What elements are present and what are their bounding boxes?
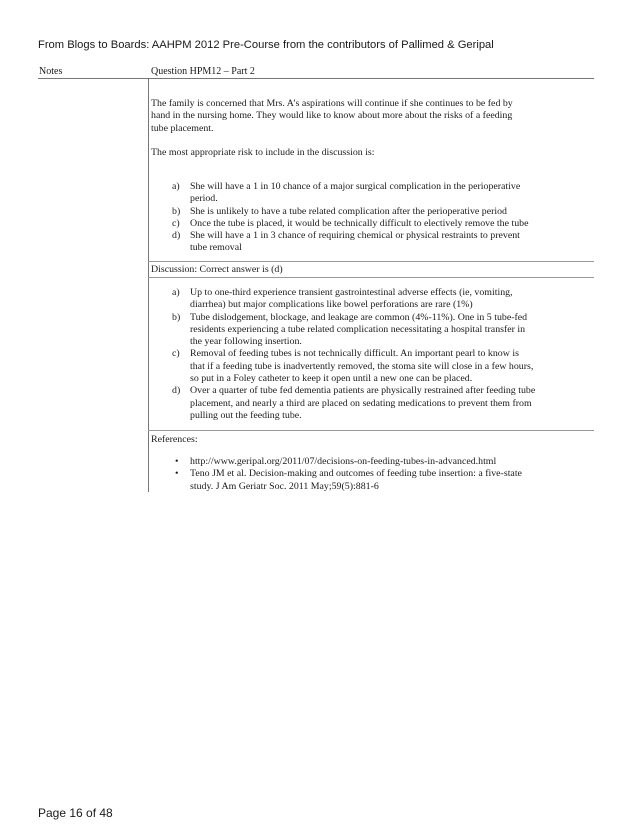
answer-option — [151, 181, 551, 206]
reference-line: Teno JM et al. Decision-making and outcomes of feeding tube insertion: a five-state — [190, 468, 522, 480]
references-list — [151, 456, 551, 493]
section-divider — [148, 261, 594, 262]
section-divider — [148, 430, 594, 431]
option-line: tube removal — [190, 242, 242, 254]
item-marker: a) — [172, 287, 180, 298]
item-line: that if a feeding tube is inadvertently removed, the stoma site will close in a few hours, — [190, 360, 534, 372]
question-stem — [151, 98, 561, 135]
item-line: Tube dislodgement, blockage, and leakage are common (4%-11%). One in 5 tube-fed — [190, 311, 528, 323]
page-number: Page 16 of 48 — [38, 806, 113, 820]
stem-line: The family is concerned that Mrs. A’s aspirations will continue if she continues to be fed by — [151, 98, 513, 109]
page-header: From Blogs to Boards: AAHPM 2012 Pre-Course from the contributors of Pallimed & Geripal — [38, 39, 494, 51]
option-line: Once the tube is placed, it would be technically difficult to electively remove the tube — [190, 217, 529, 229]
item-line: Removal of feeding tubes is not technically difficult. An important pearl to know is — [190, 348, 519, 360]
reference-item — [151, 468, 551, 493]
reference-link[interactable]: http://www.geripal.org/2011/07/decisions-on-feeding-tubes-in-advanced.html — [190, 456, 497, 467]
question-prompt: The most appropriate risk to include in the discussion is: — [151, 147, 375, 158]
item-line: pulling out the feeding tube. — [190, 409, 302, 421]
discussion-item — [151, 385, 551, 422]
reference-line: study. J Am Geriatr Soc. 2011 May;59(5):881-6 — [190, 480, 379, 492]
notes-column-label: Notes — [39, 66, 63, 77]
bullet: • — [175, 456, 179, 467]
option-marker: a) — [172, 181, 180, 192]
item-marker: c) — [172, 348, 180, 360]
option-line: She will have a 1 in 10 chance of a major surgical complication in the perioperative — [190, 181, 521, 192]
bullet: • — [175, 468, 179, 480]
reference-item — [151, 456, 551, 468]
stem-line: tube placement. — [151, 122, 214, 134]
option-line: period. — [190, 193, 218, 205]
item-line: so put in a Foley catheter to keep it open until a new one can be placed. — [190, 373, 473, 385]
question-label: Question HPM12 – Part 2 — [151, 66, 255, 77]
item-marker: d) — [172, 385, 181, 397]
discussion-item — [151, 312, 551, 349]
option-marker: b) — [172, 205, 181, 217]
option-marker: c) — [172, 217, 180, 229]
item-line: the year following insertion. — [190, 336, 302, 348]
answer-options — [151, 181, 551, 255]
item-marker: b) — [172, 311, 181, 323]
item-line: Up to one-third experience transient gastrointestinal adverse effects (ie, vomiting, — [190, 287, 513, 298]
discussion-list — [151, 287, 551, 422]
item-line: placement, and nearly a third are placed on sedating medications to prevent them from — [190, 397, 532, 409]
discussion-item — [151, 287, 551, 312]
answer-option — [151, 206, 551, 218]
item-line: Over a quarter of tube fed dementia patients are physically restrained after feeding tube — [190, 385, 536, 397]
option-line: She will have a 1 in 3 chance of requiring chemical or physical restraints to prevent — [190, 230, 520, 242]
references-heading: References: — [151, 434, 198, 445]
item-line: residents experiencing a tube related complication necessitating a hospital transfer in — [190, 323, 526, 335]
item-line: diarrhea) but major complications like bowel perforations are rare (1%) — [190, 299, 473, 311]
answer-option — [151, 218, 551, 230]
discussion-item — [151, 348, 551, 385]
header-rule — [38, 78, 594, 79]
section-divider — [148, 277, 594, 278]
stem-line: hand in the nursing home. They would like to know about more about the risks of a feeding — [151, 110, 513, 122]
option-line: She is unlikely to have a tube related complication after the perioperative period — [190, 205, 507, 217]
discussion-heading: Discussion: Correct answer is (d) — [151, 264, 283, 275]
answer-option — [151, 230, 551, 255]
option-marker: d) — [172, 230, 181, 242]
